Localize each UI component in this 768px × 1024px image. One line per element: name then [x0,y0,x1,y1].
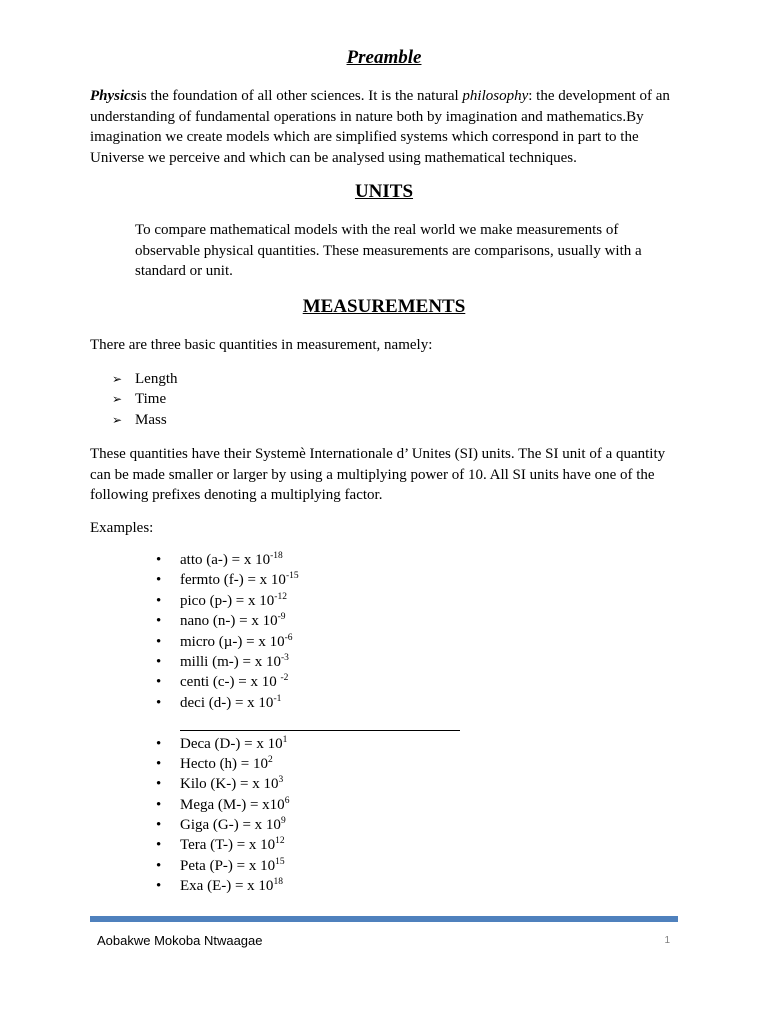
arrow-bullet-icon: ➢ [112,372,123,386]
bullet-icon: • [156,837,162,854]
bullet-icon: • [156,857,162,874]
list-item: ➢ Mass [112,410,178,430]
list-item: • Kilo (K-) = x $10^3$ [156,774,299,794]
list-item: • Exa (E-) = x $10^{18}$ [156,876,299,896]
list-item: • centi (c-) = x 10 $^{-2}$ [156,672,299,692]
arrow-bullet-icon: ➢ [112,392,123,407]
bullet-icon: • [156,633,162,650]
bullet-icon: • [156,755,162,772]
si-paragraph: These quantities have their Systemè Internationale d’ Unites (SI) units. The SI unit of a quantity can be made smaller or larger by using a multiplying power of 10. All SI units have one of the following prefixes denoting a multiplying factor. [90,446,666,503]
list-item: • Mega $(M-) = x10^6$ [156,795,299,815]
bullet-icon: • [156,552,162,568]
bullet-icon: • [156,776,162,793]
footer-author: Aobakwe Mokoba Ntwaagae [97,933,263,948]
list-item: • Peta (P-) = x $10^{15}$ [156,856,299,876]
units-heading: UNITS [354,181,414,202]
page-number: 1 [664,935,670,946]
list-item: • micro (µ-) = x $10^{-6}$ [156,632,299,652]
units-paragraph: To compare mathematical models with the real world we make measurements of observable physical quantities. These measurements are comparisons, usually with a standard or unit. [135,222,642,279]
bullet-icon: • [156,572,162,589]
bullet-icon: • [156,694,162,711]
list-item: ➢ Time [112,389,178,409]
bullet-icon: • [156,592,162,609]
quantity-list [112,369,178,430]
measurements-intro: There are three basic quantities in measurement, namely: [90,337,433,353]
page-title: Preamble [346,47,422,68]
list-item: ➢ Length [112,369,178,389]
list-item: • nano (n-) = x $10^{-9}$ [156,611,299,631]
bullet-icon: • [156,613,162,630]
list-item: • Tera (T-) = x $10^{12}$ [156,835,299,855]
philosophy-word: philosophy [462,88,529,104]
preamble-text-b: : the development of an understanding of fundamental operations in nature both by imagination and mathematics.By imagination we create models which are simplified systems which correspond in part to the Universe we perceive and which can be analysed using mathematical techniques. [90,88,670,166]
list-item: • deci (d-) = x $10^{-1}$ [156,693,299,713]
bullet-icon: • [156,674,162,691]
examples-label: Examples: [90,520,154,536]
list-item: • milli (m-) = x $10^{-3}$ [156,652,299,672]
list-item: • atto (a-) = x $10^{-18}$ [156,550,299,570]
measurements-heading: MEASUREMENTS [302,296,466,317]
preamble-text-a: is the foundation of all other sciences. It is the natural [136,88,463,104]
bullet-icon: • [156,653,162,670]
preamble-paragraph [90,86,682,168]
list-item: • Hecto $(h) = 10^2$ [156,754,299,774]
bullet-icon: • [156,735,162,752]
bullet-icon: • [156,817,162,834]
physics-word: Physics [90,88,137,104]
list-item: • pico (p-) = x $10^{-12}$ [156,591,299,611]
arrow-bullet-icon: ➢ [112,412,123,427]
list-item: • Giga (G-) = x $10^9$ [156,815,299,835]
bullet-icon: • [156,796,162,813]
list-item: • Deca (D-) = x $10^1$ [156,734,299,754]
list-item: • fermto (f-) = x $10^{-15}$ [156,570,299,590]
bullet-icon: • [156,878,162,895]
prefix-list [156,550,299,897]
footer-bar [90,916,678,922]
separator-line [180,730,460,731]
